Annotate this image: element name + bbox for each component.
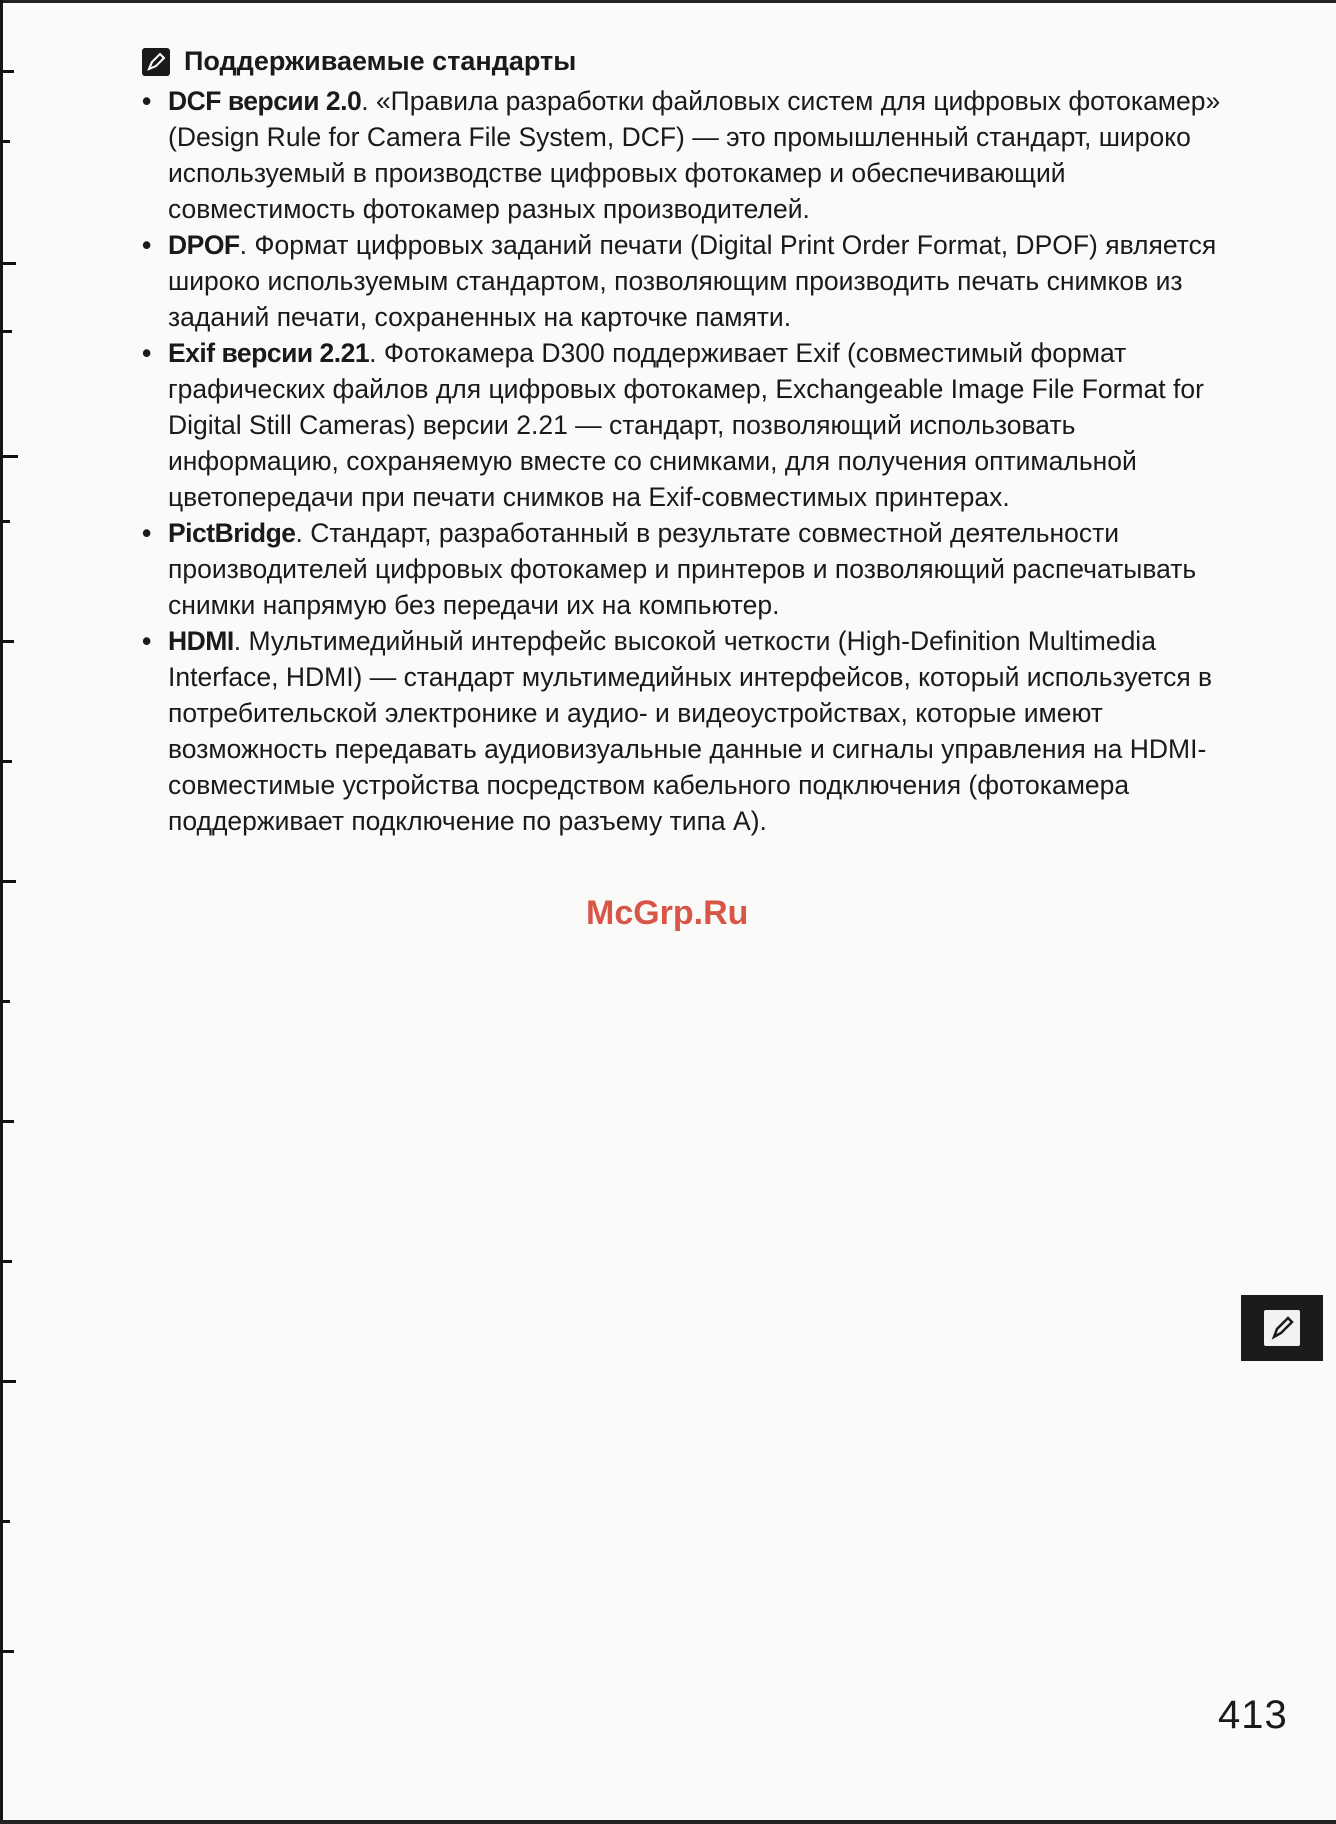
- standards-list: [142, 83, 1227, 839]
- bullet: •: [142, 518, 152, 548]
- item-term: DCF версии 2.0: [168, 86, 362, 116]
- item-term: Exif версии 2.21: [168, 338, 370, 368]
- item-text: . Фотокамера D300 поддерживает Exif (совместимый формат графических файлов для цифровых фотокамер, Exchangeable Image File Format for Digital Still Cameras) версии 2.21 — стандарт, позволяющий использовать информацию, сохраняемую вместе со снимками, для получения оптимальной цветопередачи при печати снимков на Exif-совместимых принтерах.: [168, 338, 1204, 512]
- item-text: . Формат цифровых заданий печати (Digital Print Order Format, DPOF) является широко используемым стандартом, позволяющим производить печать снимков из заданий печати, сохраненных на карточке памяти.: [168, 230, 1217, 332]
- item-text: . Стандарт, разработанный в результате совместной деятельности производителей цифровых фотокамер и принтеров и позволяющий распечатывать снимки напрямую без передачи их на компьютер.: [168, 518, 1197, 620]
- item-term: PictBridge: [168, 518, 296, 548]
- page-binding-edge: [0, 0, 22, 1824]
- page-number: 413: [1218, 1693, 1288, 1737]
- pencil-note-icon: [1264, 1310, 1300, 1346]
- list-item-dcf: [142, 83, 1227, 227]
- item-term: HDMI: [168, 626, 234, 656]
- section-heading: [142, 46, 1227, 77]
- bullet: •: [142, 626, 152, 656]
- bullet: •: [142, 338, 152, 368]
- item-text: . «Правила разработки файловых систем для цифровых фотокамер» (Design Rule for Camera File System, DCF) — это промышленный стандарт, широко используемый в производстве цифровых фотокамер и обеспечивающий совместимость фотокамер разных производителей.: [168, 86, 1221, 224]
- page-top-edge: [0, 0, 1336, 3]
- list-item-exif: [142, 335, 1227, 515]
- list-item-dpof: [142, 227, 1227, 335]
- section-side-tab: [1241, 1295, 1323, 1361]
- section-title: Поддерживаемые стандарты: [184, 46, 577, 76]
- bullet: •: [142, 86, 152, 116]
- page-bottom-edge: [0, 1820, 1336, 1824]
- watermark: McGrp.Ru: [586, 894, 749, 932]
- list-item-pictbridge: [142, 515, 1227, 623]
- page-content: [142, 46, 1227, 839]
- item-text: . Мультимедийный интерфейс высокой четкости (High-Definition Multimedia Interface, HDMI) — стандарт мультимедийных интерфейсов, который используется в потребительской электронике и аудио- и видеоустройствах, которые имеют возможность передавать аудиовизуальные данные и сигналы управления на HDMI-совместимые устройства посредством кабельного подключения (фотокамера поддерживает подключение по разъему типа A).: [168, 626, 1213, 836]
- pencil-note-icon: [142, 48, 170, 76]
- list-item-hdmi: [142, 623, 1227, 839]
- bullet: •: [142, 230, 152, 260]
- item-term: DPOF: [168, 230, 240, 260]
